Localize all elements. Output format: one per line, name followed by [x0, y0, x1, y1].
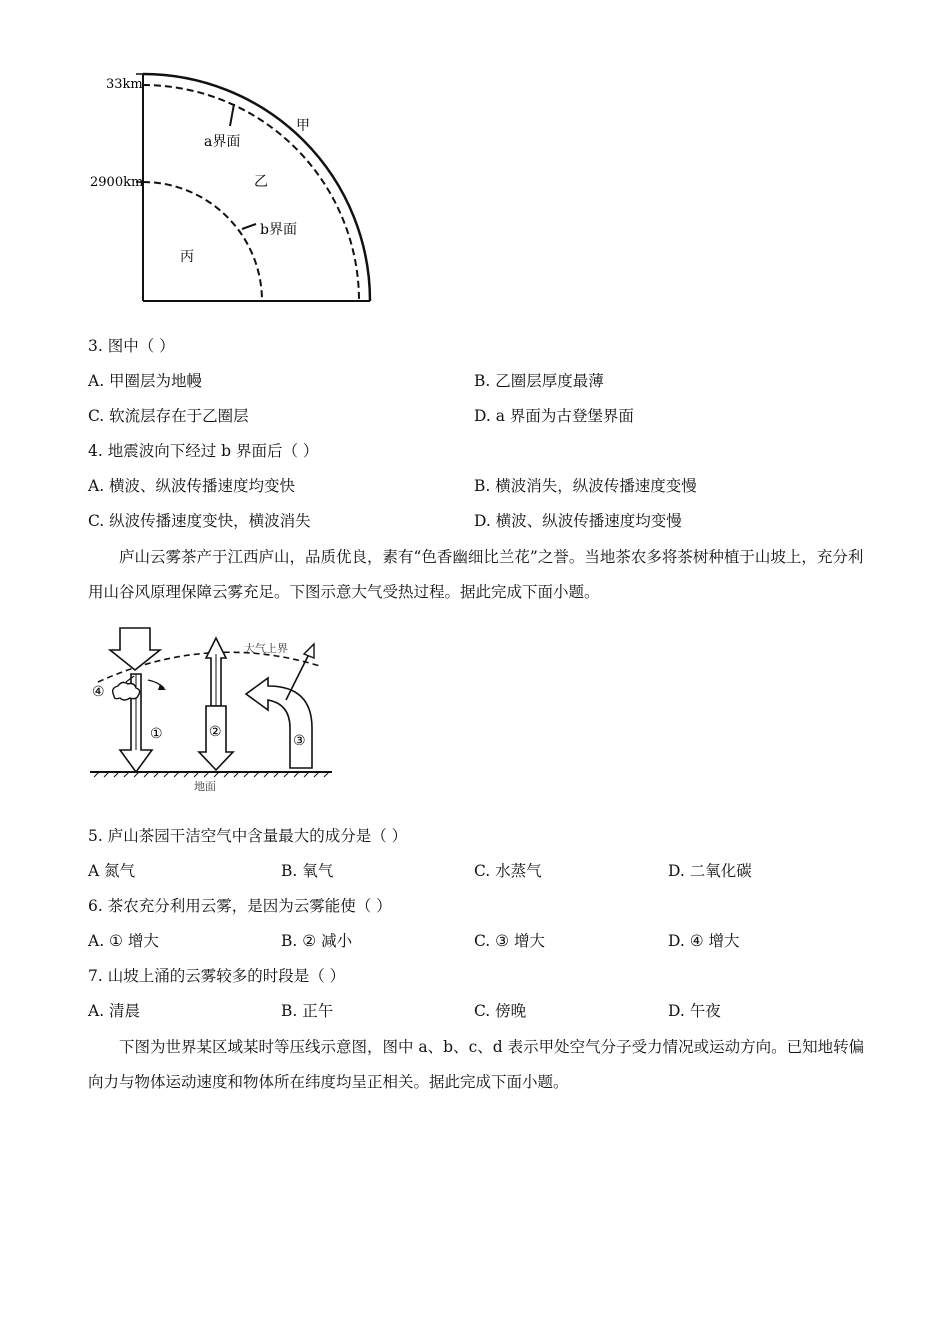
b-interface-line	[143, 182, 262, 301]
question-6-option-c[interactable]: C. ③ 增大	[474, 932, 545, 950]
question-7-option-b[interactable]: B. 正午	[281, 1002, 334, 1020]
atmospheric-heating-diagram	[88, 624, 348, 796]
a-interface-line	[143, 85, 359, 301]
label-1: ①	[150, 726, 163, 742]
ground-heating-arrow	[246, 678, 312, 768]
a-pointer	[230, 104, 234, 126]
question-4-option-a[interactable]: A. 横波、纵波传播速度均变快	[88, 477, 296, 495]
question-7-option-d[interactable]: D. 午夜	[668, 1002, 721, 1020]
incoming-solar-arrow	[110, 628, 160, 670]
question-4-option-c[interactable]: C. 纵波传播速度变快，横波消失	[88, 512, 311, 530]
question-5-option-a[interactable]: A 氮气	[88, 862, 136, 880]
passage-isobar	[88, 1030, 868, 1100]
question-4-stem: 4. 地震波向下经过 b 界面后（ ）	[88, 442, 319, 460]
layer-jia-label: 甲	[296, 118, 310, 134]
question-5-stem: 5. 庐山茶园干洁空气中含量最大的成分是（ ）	[88, 827, 408, 845]
passage-lushan-tea	[88, 540, 868, 610]
earth-interior-diagram	[88, 66, 388, 306]
question-7-option-a[interactable]: A. 清晨	[88, 1002, 141, 1020]
passage-lushan-tea-text: 庐山云雾茶产于江西庐山，品质优良，素有“色香幽细比兰花”之誉。当地茶农多将茶树种植于山坡上，充分利用山谷风原理保障云雾充足。下图示意大气受热过程。据此完成下面小题。	[88, 548, 864, 601]
question-6-stem: 6. 茶农充分利用云雾，是因为云雾能使（ ）	[88, 897, 392, 915]
depth-label-2900km: 2900km	[90, 175, 144, 190]
label-2: ②	[209, 724, 222, 740]
question-4-option-d[interactable]: D. 横波、纵波传播速度均变慢	[474, 512, 682, 530]
b-interface-label: b界面	[260, 222, 297, 238]
passage-isobar-text: 下图为世界某区域某时等压线示意图，图中 a、b、c、d 表示甲处空气分子受力情况或运动方向。已知地转偏向力与物体运动速度和物体所在纬度均呈正相关。据此完成下面小题。	[88, 1038, 865, 1091]
question-6-option-a[interactable]: A. ① 增大	[88, 932, 159, 950]
question-3-option-a[interactable]: A. 甲圈层为地幔	[88, 372, 203, 390]
question-3-stem: 3. 图中（ ）	[88, 337, 175, 355]
depth-label-33km: 33km	[106, 77, 143, 92]
b-pointer	[242, 224, 256, 229]
question-3-option-b[interactable]: B. 乙圈层厚度最薄	[474, 372, 604, 390]
question-4-option-b[interactable]: B. 横波消失，纵波传播速度变慢	[474, 477, 697, 495]
question-3-option-d[interactable]: D. a 界面为古登堡界面	[474, 407, 634, 425]
question-7-stem: 7. 山坡上涌的云雾较多的时段是（ ）	[88, 967, 346, 985]
question-5-option-d[interactable]: D. 二氧化碳	[668, 862, 752, 880]
layer-yi-label: 乙	[254, 174, 268, 190]
question-5-option-c[interactable]: C. 水蒸气	[474, 862, 542, 880]
question-6-option-b[interactable]: B. ② 减小	[281, 932, 353, 950]
label-3: ③	[293, 733, 306, 749]
ground-label: 地面	[194, 780, 216, 793]
question-6-option-d[interactable]: D. ④ 增大	[668, 932, 740, 950]
label-4: ④	[92, 684, 105, 700]
question-7-option-c[interactable]: C. 傍晚	[474, 1002, 527, 1020]
question-3-option-c[interactable]: C. 软流层存在于乙圈层	[88, 407, 249, 425]
a-interface-label: a界面	[204, 134, 241, 150]
atmosphere-top-label: 大气上界	[244, 642, 288, 655]
layer-bing-label: 丙	[180, 249, 194, 265]
question-5-option-b[interactable]: B. 氧气	[281, 862, 334, 880]
